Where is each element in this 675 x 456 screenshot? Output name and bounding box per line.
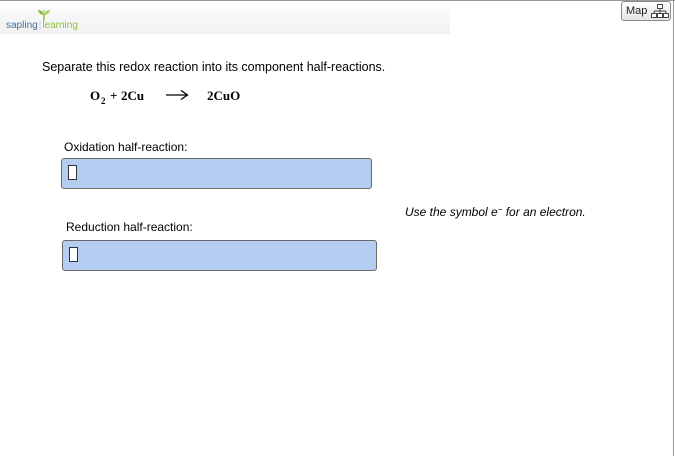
- logo-word-learning: learning: [42, 20, 78, 31]
- map-button-label: Map: [626, 5, 648, 17]
- hierarchy-map-icon: [651, 4, 669, 19]
- reduction-answer-field[interactable]: [62, 240, 377, 271]
- sapling-learning-logo: [6, 9, 86, 33]
- redox-equation: [90, 88, 260, 108]
- logo-word-sapling: sapling: [6, 20, 38, 31]
- text-cursor-box-icon: [68, 165, 77, 180]
- reduction-label: Reduction half-reaction:: [66, 220, 193, 234]
- logo-text: [6, 20, 78, 31]
- logo-separator: |: [38, 20, 42, 31]
- hint-suffix: for an electron.: [502, 205, 586, 219]
- equation-subscript: 2: [101, 96, 106, 106]
- hint-superscript: −: [497, 205, 503, 214]
- frame-top-border: [0, 0, 675, 1]
- equation-reactant-o2: O: [90, 88, 101, 103]
- frame-right-border: [673, 0, 674, 456]
- equation-reactant-cu: 2Cu: [121, 88, 145, 103]
- equation-plus: +: [110, 88, 118, 103]
- map-button[interactable]: [621, 1, 671, 21]
- electron-symbol-hint: [405, 205, 586, 219]
- text-cursor-box-icon: [69, 247, 78, 262]
- hint-prefix: Use the symbol e: [405, 205, 498, 219]
- question-prompt: Separate this redox reaction into its component half-reactions.: [42, 60, 386, 74]
- reaction-arrow-icon: [165, 88, 189, 102]
- oxidation-answer-field[interactable]: [61, 158, 372, 189]
- oxidation-label: Oxidation half-reaction:: [64, 140, 188, 154]
- equation-product: 2CuO: [207, 88, 241, 103]
